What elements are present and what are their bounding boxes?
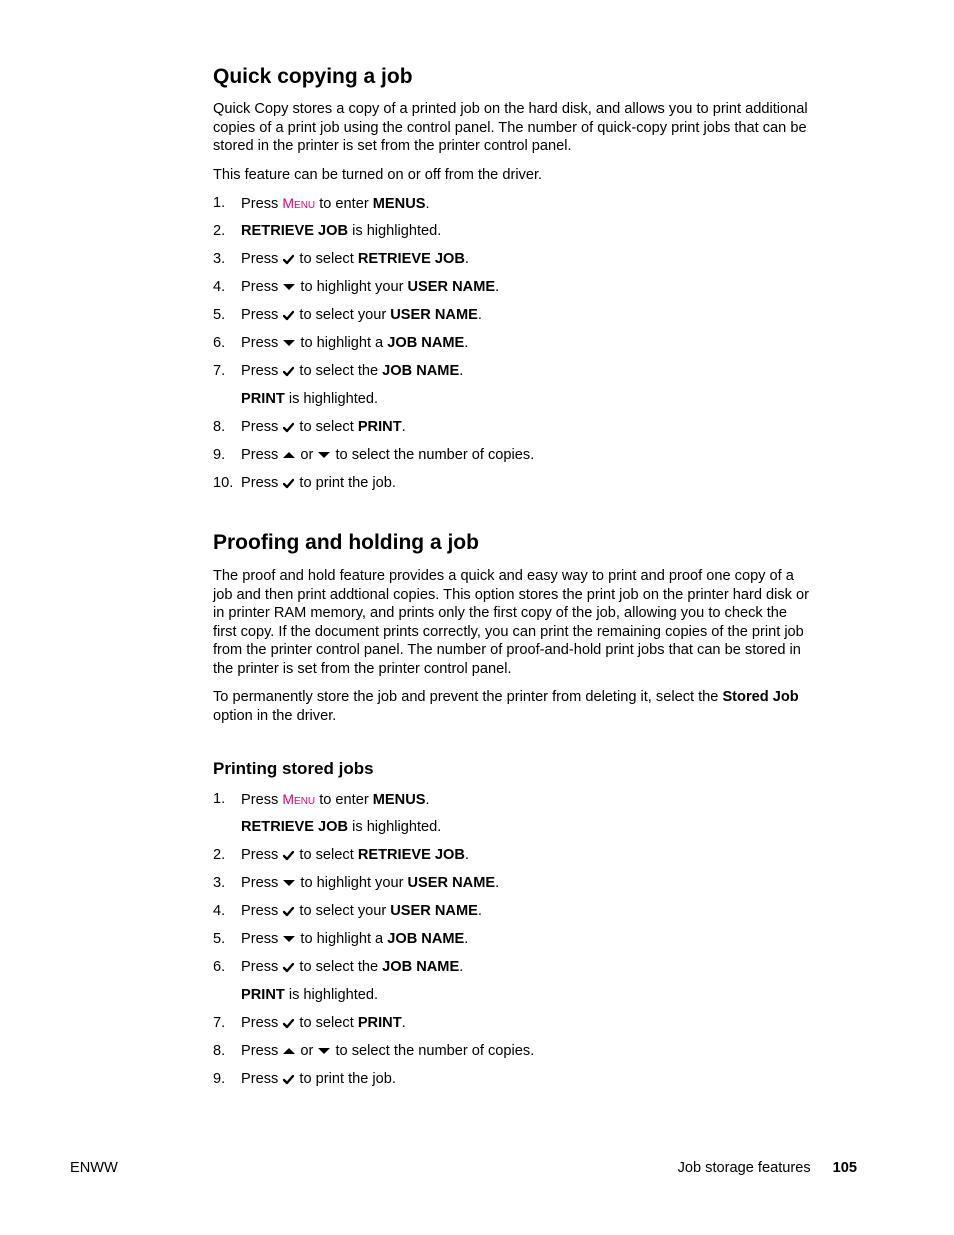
intro-line: copies of a print job using the control panel. The number of quick-copy print jobs that can be	[213, 119, 807, 136]
step-text	[241, 333, 468, 353]
step-number: 10.	[213, 475, 234, 491]
check-icon	[283, 1074, 294, 1085]
step-text	[241, 389, 378, 409]
check-icon	[283, 254, 294, 265]
step-number: 6.	[213, 959, 226, 975]
step-keyword: USER NAME	[390, 903, 478, 919]
step-number: 4.	[213, 903, 226, 919]
step-text-run: to print the job.	[295, 475, 396, 491]
step-text-run: .	[459, 959, 464, 975]
step-text	[241, 845, 469, 865]
step-text-run: to highlight a	[296, 931, 388, 947]
step-text-run: .	[477, 903, 482, 919]
step-text-run: is highlighted.	[284, 391, 379, 407]
step-text	[241, 817, 441, 837]
step-text	[241, 985, 378, 1005]
step-number: 1.	[213, 791, 226, 807]
step-text-run: Press	[241, 875, 283, 891]
step-text	[241, 873, 499, 893]
step-text-run: Press	[241, 1015, 283, 1031]
step-keyword: RETRIEVE JOB	[241, 223, 349, 239]
step-text-run: to select the	[295, 363, 383, 379]
down-arrow-icon	[318, 451, 330, 459]
quick-copy-note: This feature can be turned on or off from the driver.	[213, 167, 543, 183]
step-number: 3.	[213, 251, 226, 267]
step-text-run: Press	[241, 335, 283, 351]
step-text-run: Press	[241, 251, 283, 267]
step-number: 1.	[213, 195, 226, 211]
step-text-run: to select	[295, 419, 358, 435]
step-number: 9.	[213, 1071, 226, 1087]
step-text-run: .	[401, 1015, 406, 1031]
step-text-run: Press	[241, 931, 283, 947]
down-arrow-icon	[283, 283, 295, 291]
intro-line: job and then print addtional copies. This option stores the print job on the printer hard disk or	[213, 586, 810, 603]
intro-line: in printer RAM memory, and prints only the first copy of the job, allowing you to check the	[213, 605, 788, 622]
step-keyword: RETRIEVE JOB	[357, 251, 465, 267]
check-icon	[283, 1018, 294, 1029]
section-title-quick-copy: Quick copying a job	[213, 65, 413, 88]
step-text-run: .	[459, 363, 464, 379]
subsection-title-printing-stored: Printing stored jobs	[213, 759, 374, 778]
step-text-run: Press	[241, 419, 283, 435]
step-text-run: Press	[241, 307, 283, 323]
intro-line: Quick Copy stores a copy of a printed job on the hard disk, and allows you to print additional	[213, 101, 808, 117]
step-text-run: is highlighted.	[348, 819, 442, 835]
page-number: 105	[832, 1160, 857, 1176]
step-keyword: JOB NAME	[387, 931, 465, 947]
step-text	[241, 305, 482, 325]
step-number: 8.	[213, 419, 226, 435]
step-text-run: .	[477, 307, 482, 323]
check-icon	[283, 906, 294, 917]
footer-right	[678, 1158, 857, 1178]
menu-key-initial: M	[282, 791, 295, 807]
step-keyword: MENUS	[372, 792, 426, 808]
step-text-run: to select your	[295, 903, 391, 919]
step-text-run: to select	[295, 847, 358, 863]
step-text-run: .	[425, 792, 430, 808]
intro-line: the printer is set from the printer control panel.	[213, 660, 512, 677]
menu-key-initial: M	[282, 195, 295, 211]
menu-key-label	[282, 791, 315, 807]
step-text-run: or	[296, 1043, 318, 1059]
step-text	[241, 929, 468, 949]
step-text	[241, 473, 396, 493]
step-text-run: to select your	[295, 307, 391, 323]
step-text-run: Press	[241, 363, 283, 379]
step-text-run: to enter	[315, 196, 373, 212]
step-keyword: MENUS	[372, 196, 426, 212]
stored-job-text: To permanently store the job and prevent the printer from deleting it, select the	[213, 689, 723, 705]
step-text-run: Press	[241, 1071, 283, 1087]
step-text-run: Press	[241, 847, 283, 863]
step-text-run: to select the number of copies.	[331, 447, 535, 463]
step-number: 8.	[213, 1043, 226, 1059]
step-text-run: .	[464, 931, 469, 947]
step-keyword: USER NAME	[390, 307, 478, 323]
intro-line: stored in the printer is set from the printer control panel.	[213, 138, 572, 155]
step-keyword: USER NAME	[407, 279, 496, 295]
intro-line: The proof and hold feature provides a quick and easy way to print and proof one copy of a	[213, 568, 794, 584]
step-text	[241, 1069, 396, 1089]
check-icon	[283, 366, 294, 377]
step-text-run: to select	[295, 251, 358, 267]
step-number: 6.	[213, 335, 226, 351]
step-text-run: .	[401, 419, 406, 435]
step-text-run: Press	[241, 1043, 283, 1059]
step-text-run: to select the number of copies.	[331, 1043, 535, 1059]
step-text-run: Press	[241, 903, 283, 919]
check-icon	[283, 478, 294, 489]
step-keyword: JOB NAME	[382, 363, 460, 379]
step-text-run: to highlight your	[296, 279, 408, 295]
step-text-run: to highlight a	[296, 335, 388, 351]
step-text-run: .	[464, 251, 469, 267]
step-number: 5.	[213, 307, 226, 323]
step-number: 2.	[213, 847, 226, 863]
up-arrow-icon	[283, 1047, 295, 1055]
step-text	[241, 361, 463, 381]
step-text	[241, 957, 463, 977]
step-text	[241, 445, 534, 465]
step-text-run: .	[464, 847, 469, 863]
step-keyword: PRINT	[241, 987, 285, 1003]
step-text	[241, 193, 430, 216]
step-text-run: Press	[241, 475, 283, 491]
step-text	[241, 789, 430, 812]
down-arrow-icon	[283, 935, 295, 943]
step-text-run: or	[296, 447, 318, 463]
proofing-intro	[213, 567, 853, 679]
check-icon	[283, 422, 294, 433]
step-text-run: is highlighted.	[348, 223, 442, 239]
stored-job-text-end: option in the driver.	[213, 707, 337, 724]
step-text	[241, 1013, 406, 1033]
step-keyword: PRINT	[357, 419, 402, 435]
step-text-run: Press	[241, 196, 283, 212]
step-keyword: PRINT	[357, 1015, 402, 1031]
step-number: 2.	[213, 223, 226, 239]
step-text-run: .	[425, 196, 430, 212]
step-keyword: USER NAME	[407, 875, 496, 891]
step-keyword: JOB NAME	[382, 959, 460, 975]
step-text	[241, 249, 469, 269]
footer-section: Job storage features	[677, 1160, 811, 1176]
intro-line: from the printer control panel. The number of proof-and-hold print jobs that can be stored in	[213, 642, 801, 659]
step-text-run: Press	[241, 959, 283, 975]
menu-key-rest: ENU	[294, 200, 316, 211]
step-text-run: to highlight your	[296, 875, 408, 891]
up-arrow-icon	[283, 451, 295, 459]
check-icon	[283, 310, 294, 321]
step-keyword: PRINT	[241, 391, 285, 407]
step-text-run: .	[495, 875, 500, 891]
step-keyword: RETRIEVE JOB	[241, 819, 349, 835]
down-arrow-icon	[318, 1047, 330, 1055]
step-number: 7.	[213, 363, 226, 379]
step-text	[241, 1041, 534, 1061]
step-number: 9.	[213, 447, 226, 463]
intro-line: first copy. If the document prints correctly, you can print the remaining copies of the print job	[213, 623, 804, 640]
step-keyword: RETRIEVE JOB	[357, 847, 465, 863]
down-arrow-icon	[283, 339, 295, 347]
stored-job-option: Stored Job	[722, 689, 799, 705]
step-number: 5.	[213, 931, 226, 947]
check-icon	[283, 962, 294, 973]
down-arrow-icon	[283, 879, 295, 887]
footer-left: ENWW	[70, 1160, 118, 1176]
step-text	[241, 221, 441, 241]
stored-job-paragraph	[213, 688, 853, 725]
step-text	[241, 901, 482, 921]
step-keyword: JOB NAME	[387, 335, 465, 351]
step-number: 7.	[213, 1015, 226, 1031]
step-text-run: to print the job.	[295, 1071, 396, 1087]
step-text-run: .	[464, 335, 469, 351]
step-text	[241, 417, 406, 437]
check-icon	[283, 850, 294, 861]
step-text-run: to select	[295, 1015, 358, 1031]
step-text-run: Press	[241, 447, 283, 463]
step-text-run: Press	[241, 792, 283, 808]
menu-key-label	[282, 195, 315, 211]
step-text-run: is highlighted.	[284, 987, 379, 1003]
quick-copy-intro	[213, 100, 853, 156]
step-number: 3.	[213, 875, 226, 891]
step-text	[241, 277, 499, 297]
section-title-proofing: Proofing and holding a job	[213, 531, 479, 554]
step-text-run: to enter	[315, 792, 373, 808]
step-text-run: .	[495, 279, 500, 295]
step-number: 4.	[213, 279, 226, 295]
step-text-run: Press	[241, 279, 283, 295]
menu-key-rest: ENU	[294, 796, 316, 807]
step-text-run: to select the	[295, 959, 383, 975]
